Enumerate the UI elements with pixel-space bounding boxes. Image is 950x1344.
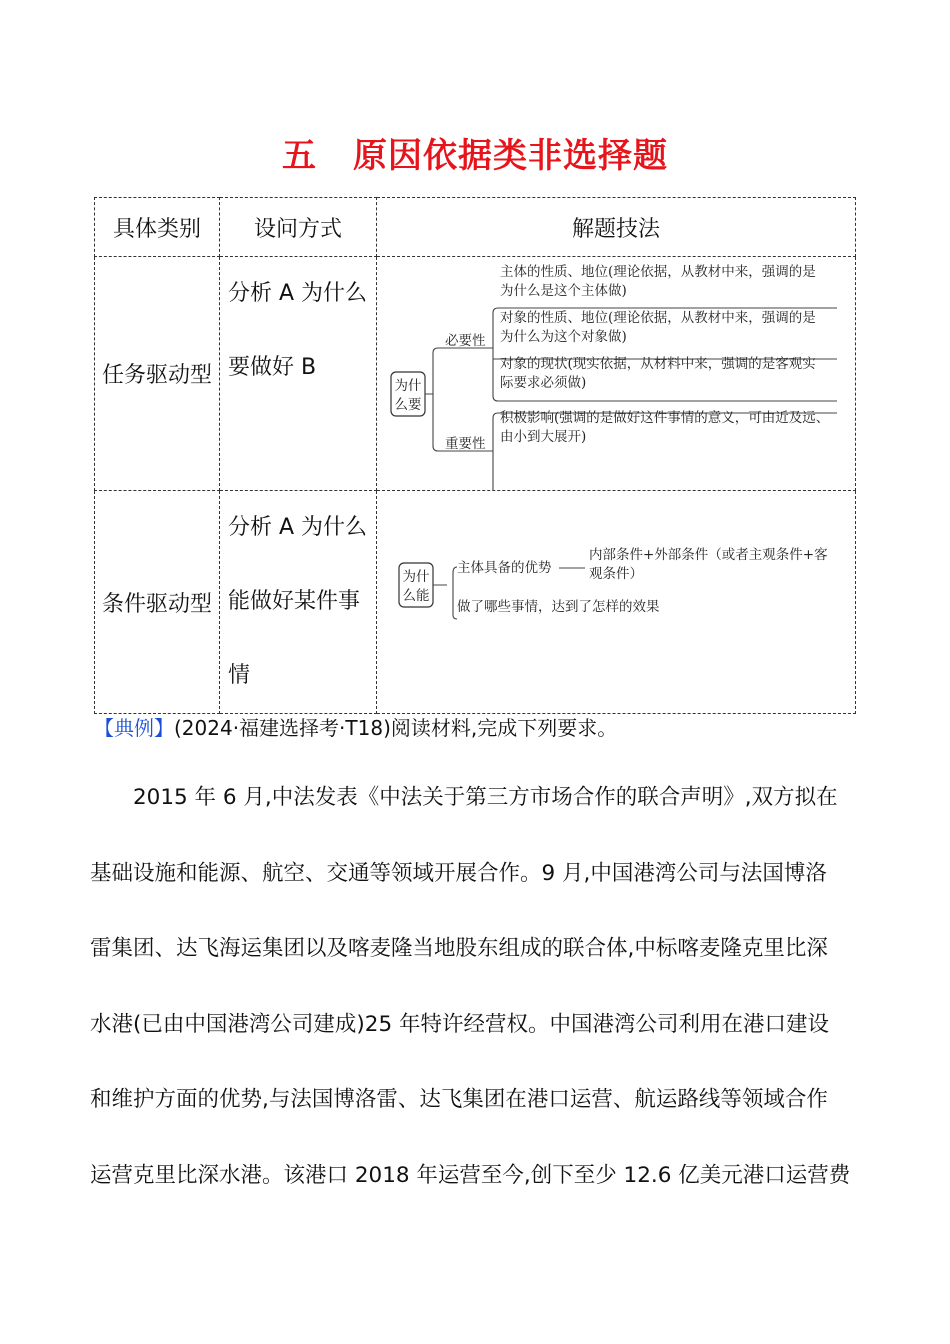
advantage-detail: 内部条件+外部条件（或者主观条件+客 (589, 547, 828, 563)
method-diagram-cell (377, 257, 856, 491)
leaf-text: 对象的现状(现实依据，从材料中来，强调的是客观实 (500, 356, 816, 372)
actions-label: 做了哪些事情，达到了怎样的效果 (457, 599, 660, 615)
category-cell: 任务驱动型 (95, 257, 220, 491)
table-row (95, 491, 856, 714)
question-cell (220, 491, 377, 714)
task-driven-diagram (377, 257, 857, 491)
category-cell: 条件驱动型 (95, 491, 220, 714)
paragraph-line: 和维护方面的优势,与法国博洛雷、达飞集团在港口运营、航运路线等领域合作 (90, 1087, 828, 1112)
branch-necessity: 必要性 (445, 333, 486, 349)
leaf-text: 主体的性质、地位(理论依据，从教材中来，强调的是 (500, 264, 816, 280)
paragraph-line: 运营克里比深水港。该港口 2018 年运营至今,创下至少 12.6 亿美元港口运营费 (90, 1162, 851, 1188)
table-row (95, 257, 856, 491)
leaf-text: 为什么为这个对象做) (500, 329, 627, 345)
leaf-text: 由小到大展开) (500, 429, 587, 445)
advantage-detail: 观条件） (589, 566, 643, 582)
header-method: 解题技法 (377, 198, 856, 257)
question-line: 情 (228, 663, 251, 688)
condition-driven-diagram (377, 491, 857, 699)
advantage-label: 主体具备的优势 (457, 560, 552, 576)
leaf-text: 对象的性质、地位(理论依据，从教材中来，强调的是 (500, 310, 816, 326)
example-source: (2024·福建选择考·T18)阅读材料,完成下列要求。 (174, 716, 618, 740)
method-table (94, 197, 856, 714)
header-question: 设问方式 (220, 198, 377, 257)
question-line: 要做好 B (228, 355, 317, 380)
page-title (0, 128, 950, 177)
example-heading (94, 712, 617, 741)
branch-importance: 重要性 (445, 436, 486, 452)
root-label: 为什 (394, 378, 422, 394)
paragraph-line: 基础设施和能源、航空、交通等领域开展合作。9 月,中国港湾公司与法国博洛 (90, 860, 827, 886)
section-number: 五 (282, 136, 317, 176)
leaf-text: 为什么是这个主体做) (500, 283, 627, 299)
root-label: 为什 (402, 569, 430, 585)
paragraph-line: 水港(已由中国港湾公司建成)25 年特许经营权。中国港湾公司利用在港口建设 (90, 1011, 829, 1037)
root-label: 么能 (402, 588, 430, 604)
leaf-text: 际要求必须做) (500, 375, 587, 391)
root-label: 么要 (394, 397, 422, 413)
header-category: 具体类别 (95, 198, 220, 257)
connector-lines (433, 567, 457, 619)
paragraph-line: 雷集团、达飞海运集团以及喀麦隆当地股东组成的联合体,中标喀麦隆克里比深 (90, 936, 828, 961)
paragraph-line: 2015 年 6 月,中法发表《中法关于第三方市场合作的联合声明》,双方拟在 (90, 785, 838, 810)
material-paragraph (90, 760, 860, 1213)
section-title: 原因依据类非选择题 (353, 136, 668, 176)
question-line: 分析 A 为什么 (228, 281, 368, 306)
question-cell (220, 257, 377, 491)
leaf-text: 积极影响(强调的是做好这件事情的意义，可由近及远、 (500, 410, 830, 426)
method-diagram-cell (377, 491, 856, 714)
question-line: 能做好某件事 (228, 589, 361, 614)
table-header-row (95, 198, 856, 257)
example-tag: 【典例】 (94, 716, 174, 740)
question-line: 分析 A 为什么 (228, 515, 368, 540)
